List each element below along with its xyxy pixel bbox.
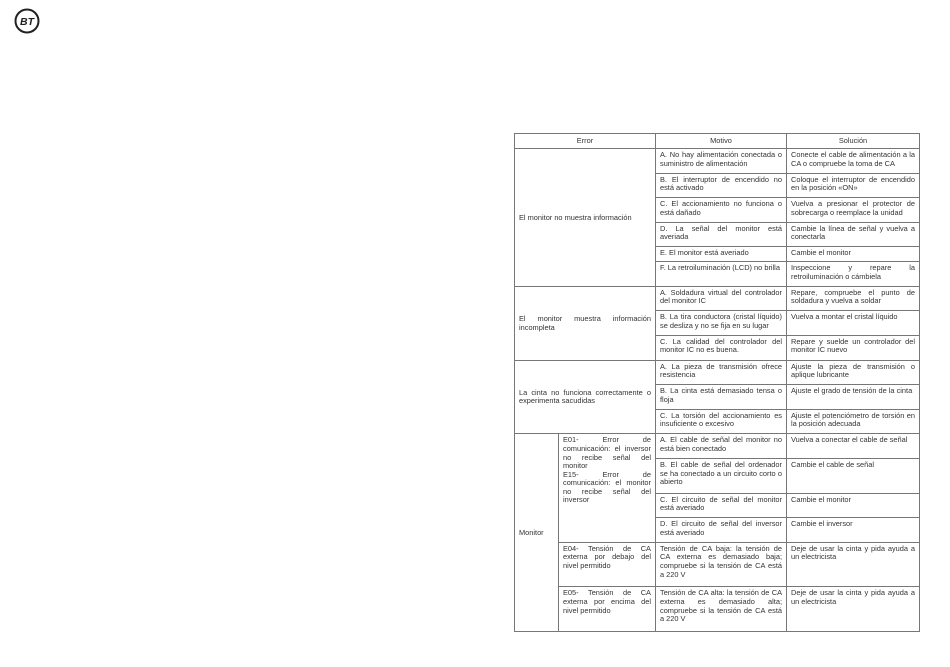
motivo-cell: F. La retroiluminación (LCD) no brilla [656,262,787,287]
motivo-cell: A. La pieza de transmisión ofrece resistencia [656,360,787,385]
column-header-solucion: Solución [787,134,920,149]
solucion-cell: Vuelva a presionar el protector de sobrecarga o reemplace la unidad [787,198,920,223]
error-code-cell [559,434,656,542]
table-header-row [515,134,920,149]
solucion-cell: Ajuste la pieza de transmisión o aplique lubricante [787,360,920,385]
solucion-cell: Ajuste el grado de tensión de la cinta [787,385,920,410]
motivo-cell: B. La tira conductora (cristal líquido) se desliza y no se fija en su lugar [656,311,787,336]
motivo-cell: A. Soldadura virtual del controlador del monitor IC [656,286,787,311]
motivo-cell: B. El interruptor de encendido no está activado [656,173,787,198]
motivo-cell: Tensión de CA baja: la tensión de CA externa es demasiado baja; compruebe si la tensión de CA está a 220 V [656,542,787,587]
motivo-cell: C. El circuito de señal del monitor está averiado [656,493,787,518]
motivo-cell: A. El cable de señal del monitor no está bien conectado [656,434,787,459]
motivo-cell: D. El circuito de señal del inversor está averiado [656,518,787,543]
solucion-cell: Cambie el monitor [787,247,920,262]
logo-text: BT [20,16,34,28]
brand-logo [14,8,40,34]
column-header-motivo: Motivo [656,134,787,149]
table-row [515,360,920,385]
motivo-cell: B. El cable de señal del ordenador se ha conectado a un circuito corto o abierto [656,458,787,493]
error-code-e01: E01- Error de comunicación: el inversor no recibe señal del monitor [563,435,651,471]
table-row [515,542,920,587]
table-row [515,286,920,311]
error-code-e15: E15- Error de comunicación: el monitor no recibe señal del inversor [563,469,651,505]
troubleshooting-table-wrapper [514,133,919,632]
motivo-cell: Tensión de CA alta: la tensión de CA externa es demasiado alta; compruebe si la tensión de CA está a 220 V [656,587,787,632]
solucion-cell: Conecte el cable de alimentación a la CA o compruebe la toma de CA [787,149,920,174]
solucion-cell: Repare y suelde un controlador del monitor IC nuevo [787,335,920,360]
motivo-cell: A. No hay alimentación conectada o suministro de alimentación [656,149,787,174]
solucion-cell: Inspeccione y repare la retroiluminación o cámbiela [787,262,920,287]
solucion-cell: Deje de usar la cinta y pida ayuda a un electricista [787,587,920,632]
error-code-e05: E05- Tensión de CA externa por encima del nivel permitido [559,587,656,632]
motivo-cell: B. La cinta está demasiado tensa o floja [656,385,787,410]
motivo-cell: D. La señal del monitor está averiada [656,222,787,247]
error-cell: La cinta no funciona correctamente o experimenta sacudidas [515,360,656,434]
table-row [515,149,920,174]
motivo-cell: C. La torsión del accionamiento es insuficiente o excesivo [656,409,787,434]
table-row [515,587,920,632]
troubleshooting-table [514,133,920,632]
table-row [515,434,920,459]
solucion-cell: Deje de usar la cinta y pida ayuda a un electricista [787,542,920,587]
error-cell: El monitor no muestra información [515,149,656,287]
solucion-cell: Vuelva a conectar el cable de señal [787,434,920,459]
solucion-cell: Ajuste el potenciómetro de torsión en la posición adecuada [787,409,920,434]
solucion-cell: Cambie el monitor [787,493,920,518]
solucion-cell: Cambie el cable de señal [787,458,920,493]
column-header-error: Error [515,134,656,149]
error-cell: El monitor muestra información incompleta [515,286,656,360]
solucion-cell: Vuelva a montar el cristal líquido [787,311,920,336]
error-cell-monitor: Monitor [515,434,559,632]
solucion-cell: Cambie la línea de señal y vuelva a conectarla [787,222,920,247]
error-code-e04: E04- Tensión de CA externa por debajo del nivel permitido [559,542,656,587]
motivo-cell: C. El accionamiento no funciona o está dañado [656,198,787,223]
motivo-cell: C. La calidad del controlador del monitor IC no es buena. [656,335,787,360]
solucion-cell: Cambie el inversor [787,518,920,543]
motivo-cell: E. El monitor está averiado [656,247,787,262]
solucion-cell: Repare, compruebe el punto de soldadura y vuelva a soldar [787,286,920,311]
solucion-cell: Coloque el interruptor de encendido en la posición «ON» [787,173,920,198]
